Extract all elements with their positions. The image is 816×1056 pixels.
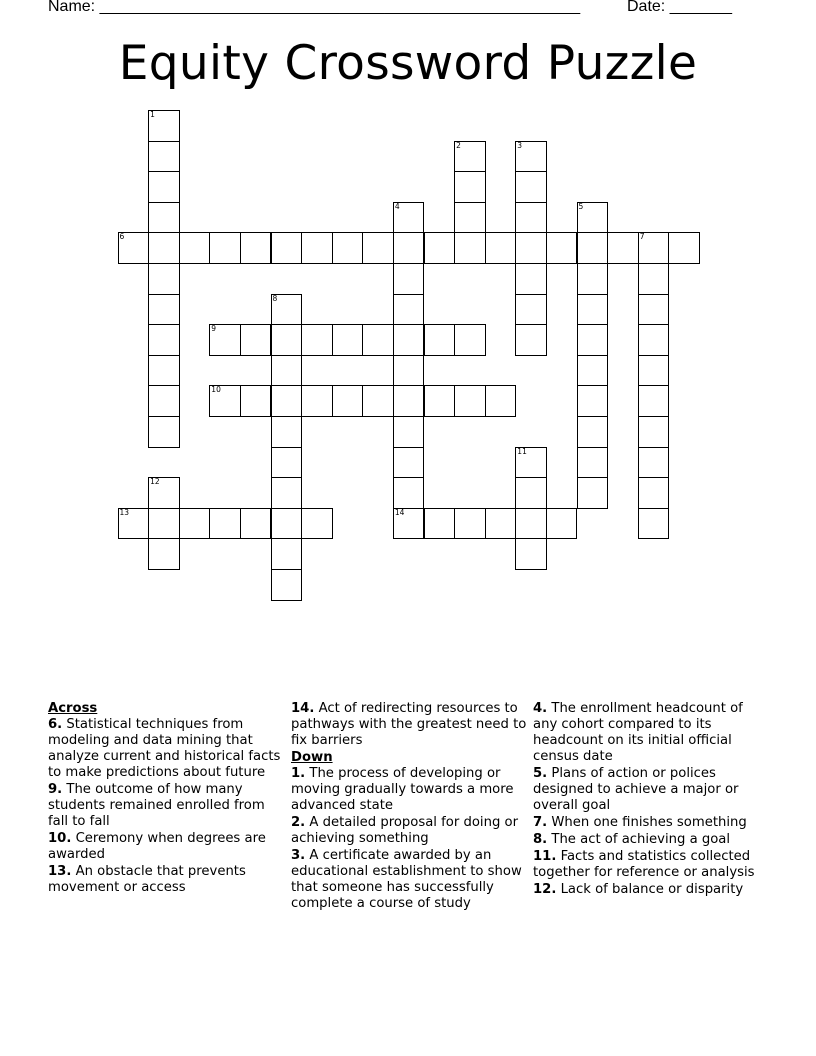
grid-cell[interactable] — [577, 447, 609, 479]
grid-cell[interactable] — [148, 263, 180, 295]
grid-cell[interactable] — [454, 141, 486, 173]
grid-cell[interactable] — [515, 294, 547, 326]
grid-cell[interactable] — [515, 477, 547, 509]
grid-cell[interactable] — [454, 324, 486, 356]
grid-cell[interactable] — [179, 508, 211, 540]
clue-number: 1 — [150, 110, 155, 119]
clue-number: 2 — [456, 140, 461, 150]
grid-cell[interactable] — [271, 294, 303, 326]
clue-down-7: 7. When one finishes something — [533, 815, 747, 830]
grid-cell[interactable] — [515, 171, 547, 203]
grid-cell[interactable] — [577, 416, 609, 448]
grid-cell[interactable] — [301, 324, 333, 356]
puzzle-title: Equity Crossword Puzzle — [118, 36, 698, 91]
grid-cell[interactable] — [454, 232, 486, 264]
grid-cell[interactable] — [393, 508, 425, 540]
grid-cell[interactable] — [118, 508, 150, 540]
clue-number: 13 — [119, 507, 130, 517]
grid-cell[interactable] — [393, 447, 425, 479]
clue-number: 3 — [517, 140, 523, 150]
grid-cell[interactable] — [148, 385, 180, 417]
grid-cell[interactable] — [454, 202, 486, 234]
clues-column-1 — [48, 701, 284, 897]
grid-cell[interactable] — [240, 385, 272, 417]
grid-cell[interactable] — [577, 477, 609, 509]
grid-cell[interactable] — [393, 416, 425, 448]
clue-number: 6 — [119, 232, 125, 242]
grid-cell[interactable] — [577, 385, 609, 417]
grid-cell[interactable] — [209, 508, 241, 540]
grid-cell[interactable] — [393, 324, 425, 356]
grid-cell[interactable] — [240, 232, 272, 264]
clue-number: 10 — [211, 385, 221, 395]
grid-cell[interactable] — [209, 324, 241, 356]
grid-cell[interactable] — [271, 416, 303, 448]
clue-down-4: 4. The enrollment headcount of any cohort compared to its headcount on its initial official census date — [533, 701, 743, 764]
clue-number: 8 — [272, 293, 278, 303]
grid-cell[interactable] — [332, 232, 364, 264]
grid-cell[interactable] — [148, 171, 180, 203]
grid-cell[interactable] — [515, 263, 547, 295]
grid-cell[interactable] — [393, 294, 425, 326]
grid-cell[interactable] — [148, 538, 180, 570]
grid-cell[interactable] — [209, 385, 241, 417]
clue-across-6: 6. Statistical techniques from modeling and data mining that analyze current and historical facts to make predictions about future — [48, 717, 281, 780]
grid-cell[interactable] — [577, 294, 609, 326]
clue-across-9: 9. The outcome of how many students remained enrolled from fall to fall — [48, 782, 265, 829]
grid-cell[interactable] — [515, 324, 547, 356]
down-heading: Down — [291, 750, 333, 765]
grid-cell[interactable] — [607, 232, 639, 264]
grid-cell[interactable] — [638, 385, 670, 417]
grid-cell[interactable] — [454, 385, 486, 417]
clue-down-8: 8. The act of achieving a goal — [533, 832, 731, 847]
grid-cell[interactable] — [638, 508, 670, 540]
grid-cell[interactable] — [148, 232, 180, 264]
grid-cell[interactable] — [271, 508, 303, 540]
grid-cell[interactable] — [515, 232, 547, 264]
grid-cell[interactable] — [454, 171, 486, 203]
clue-number: 4 — [394, 201, 400, 211]
grid-cell[interactable] — [577, 324, 609, 356]
grid-cell[interactable] — [301, 508, 333, 540]
clue-down-3: 3. A certificate awarded by an educational establishment to show that someone has successfully complete a course of study — [291, 848, 522, 911]
clue-number: 7 — [639, 232, 645, 242]
clue-number: 11 — [517, 446, 527, 456]
grid-cell[interactable] — [638, 263, 670, 295]
grid-cell[interactable] — [148, 324, 180, 356]
grid-cell[interactable] — [148, 110, 180, 142]
clue-across-10: 10. Ceremony when degrees are awarded — [48, 831, 266, 862]
clue-across-13: 13. An obstacle that prevents movement or access — [48, 864, 246, 895]
grid-cell[interactable] — [271, 324, 303, 356]
grid-cell[interactable] — [485, 232, 517, 264]
clue-down-12: 12. Lack of balance or disparity — [533, 882, 744, 897]
grid-cell[interactable] — [271, 355, 303, 387]
grid-cell[interactable] — [638, 232, 670, 264]
clues-column-2 — [291, 701, 527, 913]
across-heading: Across — [48, 701, 98, 716]
grid-cell[interactable] — [362, 232, 394, 264]
grid-cell[interactable] — [271, 538, 303, 570]
grid-cell[interactable] — [271, 569, 303, 601]
clue-number: 5 — [578, 201, 584, 211]
grid-cell[interactable] — [485, 385, 517, 417]
clue-down-5: 5. Plans of action or polices designed to achieve a major or overall goal — [533, 766, 739, 813]
grid-cell[interactable] — [393, 355, 425, 387]
grid-cell[interactable] — [515, 508, 547, 540]
grid-cell[interactable] — [515, 202, 547, 234]
grid-cell[interactable] — [393, 202, 425, 234]
grid-cell[interactable] — [424, 324, 456, 356]
grid-cell[interactable] — [148, 141, 180, 173]
grid-cell[interactable] — [515, 141, 547, 173]
grid-cell[interactable] — [148, 294, 180, 326]
date-field-label: Date: _______ — [627, 0, 732, 15]
grid-cell[interactable] — [546, 508, 578, 540]
clue-down-2: 2. A detailed proposal for doing or achieving something — [291, 815, 519, 846]
clue-number: 12 — [150, 477, 160, 487]
grid-cell[interactable] — [332, 385, 364, 417]
grid-cell[interactable] — [301, 385, 333, 417]
grid-cell[interactable] — [638, 355, 670, 387]
grid-cell[interactable] — [638, 447, 670, 479]
clues-column-3 — [533, 701, 769, 899]
grid-cell[interactable] — [638, 294, 670, 326]
clue-number: 9 — [211, 324, 217, 334]
grid-cell[interactable] — [454, 508, 486, 540]
grid-cell[interactable] — [638, 477, 670, 509]
grid-cell[interactable] — [577, 202, 609, 234]
grid-cell[interactable] — [638, 416, 670, 448]
grid-cell[interactable] — [577, 355, 609, 387]
grid-cell[interactable] — [148, 477, 180, 509]
grid-cell[interactable] — [577, 263, 609, 295]
grid-cell[interactable] — [393, 385, 425, 417]
grid-cell[interactable] — [424, 232, 456, 264]
grid-cell[interactable] — [148, 202, 180, 234]
grid-cell[interactable] — [393, 263, 425, 295]
grid-cell[interactable] — [362, 324, 394, 356]
grid-cell[interactable] — [515, 538, 547, 570]
grid-cell[interactable] — [424, 508, 456, 540]
grid-cell[interactable] — [362, 385, 394, 417]
grid-cell[interactable] — [179, 232, 211, 264]
grid-cell[interactable] — [393, 232, 425, 264]
grid-cell[interactable] — [546, 232, 578, 264]
grid-cell[interactable] — [424, 385, 456, 417]
clue-down-1: 1. The process of developing or moving gradually towards a more advanced state — [291, 766, 514, 813]
grid-cell[interactable] — [240, 508, 272, 540]
clue-across-14: 14. Act of redirecting resources to pathways with the greatest need to fix barriers — [291, 701, 527, 748]
grid-cell[interactable] — [118, 232, 150, 264]
grid-cell[interactable] — [271, 232, 303, 264]
grid-cell[interactable] — [668, 232, 700, 264]
grid-cell[interactable] — [148, 355, 180, 387]
grid-cell[interactable] — [301, 232, 333, 264]
grid-cell[interactable] — [240, 324, 272, 356]
clue-down-11: 11. Facts and statistics collected together for reference or analysis — [533, 849, 755, 880]
grid-cell[interactable] — [148, 508, 180, 540]
grid-cell[interactable] — [271, 477, 303, 509]
name-field-label: Name: ______________________________________________________ — [48, 0, 581, 15]
grid-cell[interactable] — [271, 385, 303, 417]
grid-cell[interactable] — [148, 416, 180, 448]
grid-cell[interactable] — [271, 447, 303, 479]
grid-cell[interactable] — [485, 508, 517, 540]
grid-cell[interactable] — [577, 232, 609, 264]
grid-cell[interactable] — [332, 324, 364, 356]
grid-cell[interactable] — [393, 477, 425, 509]
grid-cell[interactable] — [638, 324, 670, 356]
grid-cell[interactable] — [515, 447, 547, 479]
grid-cell[interactable] — [209, 232, 241, 264]
clue-number: 14 — [394, 507, 405, 517]
